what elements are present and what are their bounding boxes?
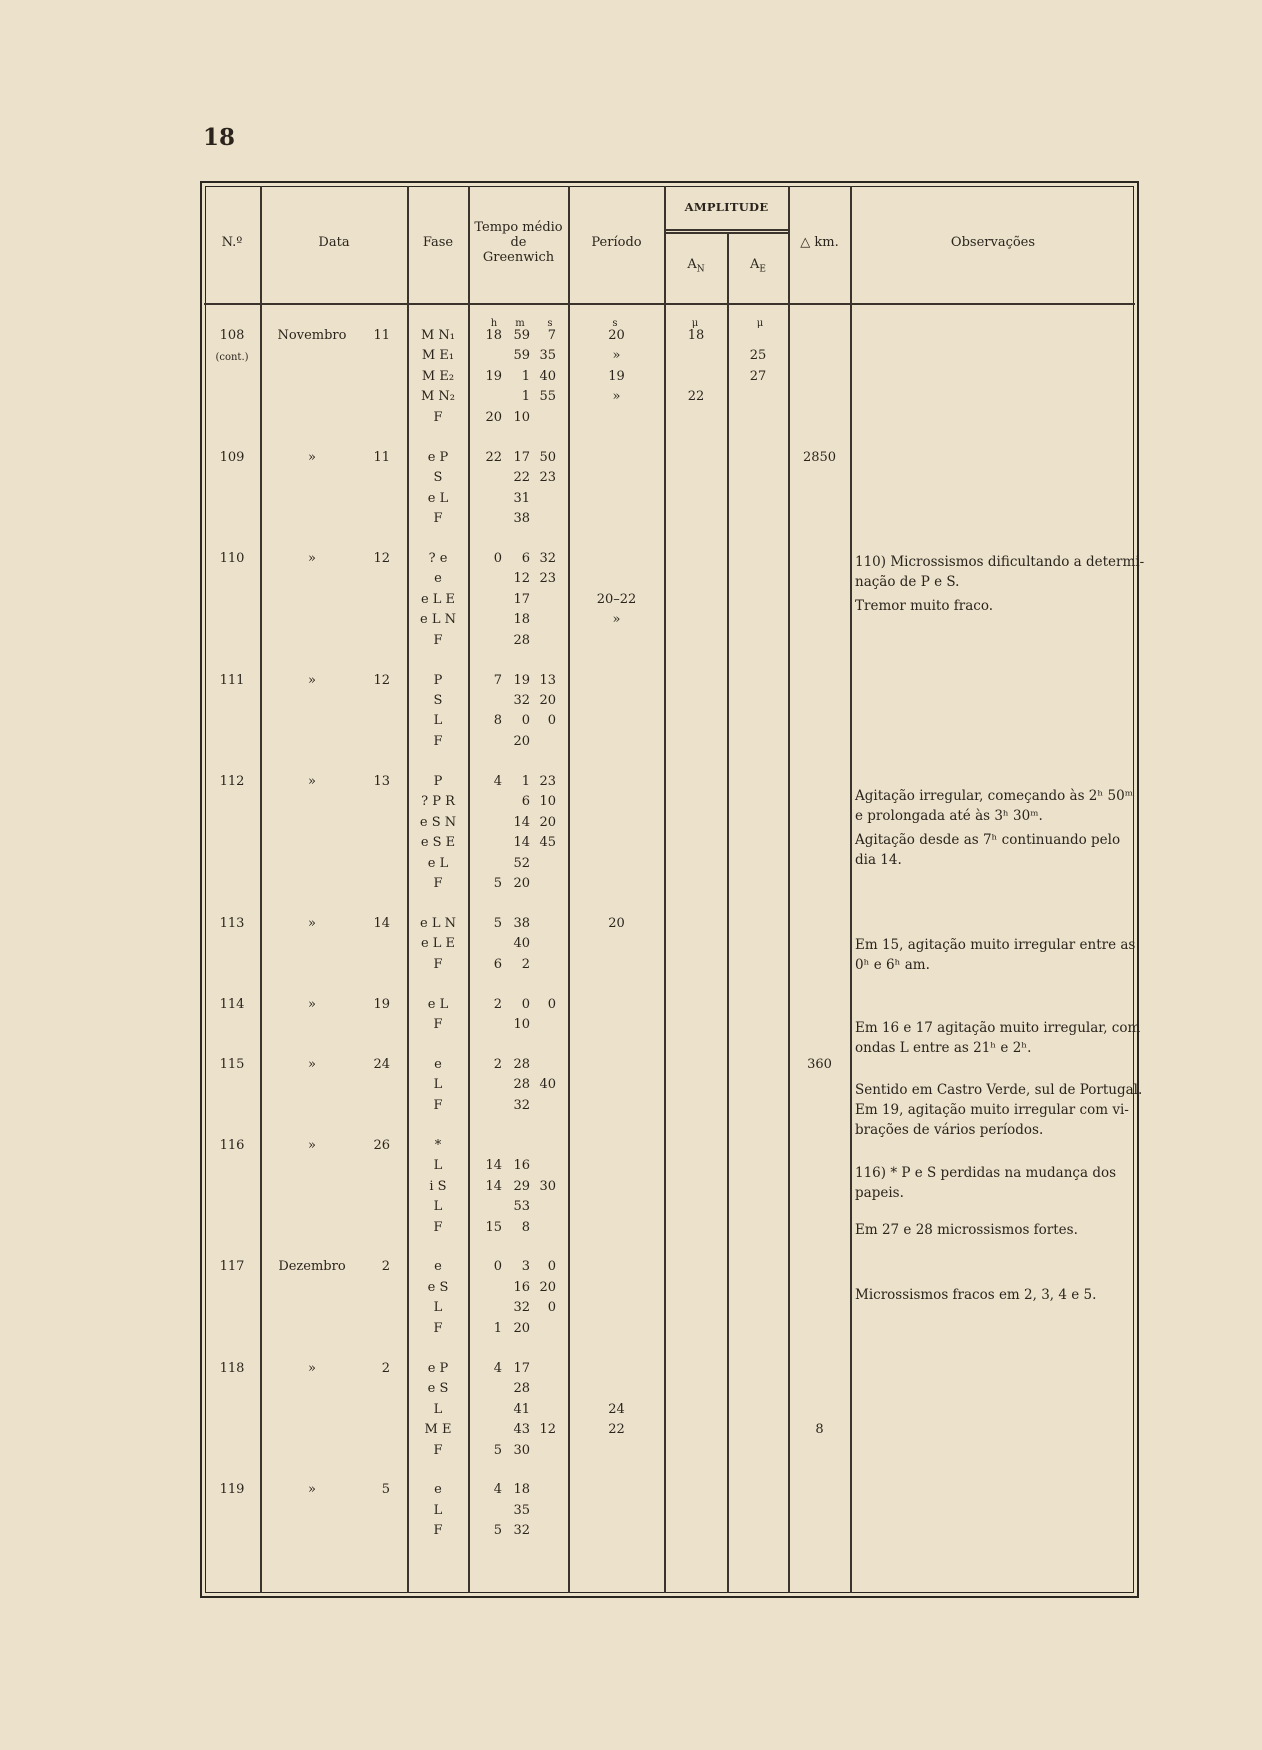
cell-m: 6 <box>521 794 530 810</box>
cell-m: 41 <box>513 1401 530 1417</box>
cell-fase: M E₁ <box>421 348 455 364</box>
cell-s: 12 <box>539 1422 556 1438</box>
cell-s: 32 <box>539 550 556 566</box>
cell-day: 13 <box>373 773 390 789</box>
cell-h: 14 <box>485 1158 502 1174</box>
cell-s: 30 <box>539 1178 556 1194</box>
observation-line: Tremor muito fraco. <box>855 598 994 614</box>
cell-m: 28 <box>513 1077 530 1093</box>
cell-m: 16 <box>513 1158 530 1174</box>
cell-per: » <box>612 348 621 364</box>
cell-fase: F <box>433 876 443 892</box>
unit-periodo: s <box>612 318 618 329</box>
cell-month: » <box>308 449 316 465</box>
cell-s: 45 <box>539 835 556 851</box>
cell-s: 23 <box>539 470 556 486</box>
cell-m: 18 <box>513 1482 530 1498</box>
cell-per: » <box>612 389 621 405</box>
cell-s: 20 <box>539 693 556 709</box>
cell-fase: M E₂ <box>421 368 455 384</box>
header-tempo-line1: Tempo médio <box>474 220 563 235</box>
cell-fase: F <box>433 1017 443 1033</box>
cell-s: 40 <box>539 368 556 384</box>
cell-m: 1 <box>521 773 530 789</box>
observation-line: 0ʰ e 6ʰ am. <box>855 957 930 973</box>
cell-s: 0 <box>547 713 556 729</box>
amplitude-rule <box>665 232 788 234</box>
observation-line: Em 27 e 28 microssismos fortes. <box>855 1222 1078 1238</box>
col-divider <box>788 186 790 1593</box>
header-data: Data <box>318 235 350 250</box>
observation-line: 110) Microssismos dificultando a determi- <box>855 554 1145 570</box>
cell-s: 0 <box>547 1259 556 1275</box>
cell-per: 20 <box>608 328 625 343</box>
cell-month: Novembro <box>277 328 347 343</box>
cell-m: 28 <box>513 632 530 648</box>
cell-s: 0 <box>547 1300 556 1316</box>
cell-m: 14 <box>513 835 530 851</box>
cell-no: 108 <box>219 328 245 343</box>
cell-m: 32 <box>513 1097 530 1113</box>
cell-fase: L <box>433 1401 443 1417</box>
observation-line: nação de P e S. <box>855 574 960 590</box>
cell-per: » <box>612 612 621 628</box>
cell-fase: e L E <box>420 591 456 607</box>
cell-s: 23 <box>539 571 556 587</box>
cell-fase: e L <box>427 855 449 871</box>
unit-ae: μ <box>756 318 764 329</box>
cell-fase: e L N <box>420 915 456 931</box>
cell-h: 6 <box>493 956 502 972</box>
cell-m: 17 <box>513 591 530 607</box>
cell-s: 35 <box>539 348 556 364</box>
cell-m: 0 <box>521 996 530 1012</box>
cell-fase: F <box>433 956 443 972</box>
cell-day: 5 <box>381 1482 390 1498</box>
cell-m: 14 <box>513 814 530 830</box>
observation-line: Agitação irregular, começando às 2ʰ 50ᵐ <box>855 788 1133 804</box>
cell-fase: e S <box>427 1279 449 1295</box>
cell-h: 2 <box>493 1057 502 1073</box>
cell-month: Dezembro <box>278 1259 346 1275</box>
cell-s: 23 <box>539 773 556 789</box>
cell-per: 20 <box>608 915 625 931</box>
cell-m: 0 <box>521 713 530 729</box>
header-tempo <box>469 220 568 265</box>
cell-m: 6 <box>521 550 530 566</box>
cell-h: 7 <box>493 672 502 688</box>
cell-no: 115 <box>219 1057 245 1073</box>
cell-m: 28 <box>513 1057 530 1073</box>
cell-h: 15 <box>485 1219 502 1235</box>
cell-m: 52 <box>513 855 530 871</box>
cell-m: 32 <box>513 1300 530 1316</box>
header-obs: Observações <box>950 235 1036 250</box>
cell-m: 16 <box>513 1279 530 1295</box>
cell-s: 55 <box>539 389 556 405</box>
cell-day: 11 <box>373 449 390 465</box>
cell-no: 112 <box>219 773 245 789</box>
cell-fase: P <box>433 672 443 688</box>
cell-fase: F <box>433 511 443 527</box>
header-an <box>665 257 727 275</box>
cell-fase: L <box>433 1199 443 1215</box>
header-tempo-line2: de <box>510 235 527 250</box>
cell-fase: L <box>433 1300 443 1316</box>
cell-km: 360 <box>807 1057 832 1073</box>
cell-ae: 25 <box>749 348 767 364</box>
cell-day: 2 <box>381 1360 390 1376</box>
cell-m: 29 <box>513 1178 530 1194</box>
cell-fase: M N₂ <box>420 389 456 405</box>
cell-h: 22 <box>485 449 502 465</box>
cell-s: 20 <box>539 1279 556 1295</box>
cell-fase: e L <box>427 996 449 1012</box>
cell-no: 110 <box>219 550 245 566</box>
observation-line: papeis. <box>855 1185 904 1201</box>
cell-m: 19 <box>513 672 530 688</box>
cell-an: 18 <box>687 328 705 343</box>
cell-no: 118 <box>219 1360 245 1376</box>
cell-fase: e L N <box>420 612 456 628</box>
cell-month: » <box>308 1360 316 1376</box>
cell-day: 24 <box>373 1057 390 1073</box>
observation-line: Em 19, agitação muito irregular com vi- <box>855 1102 1129 1118</box>
cell-h: 5 <box>493 1523 502 1539</box>
unit-an: μ <box>691 318 699 329</box>
header-periodo: Período <box>591 235 642 250</box>
cell-no: 109 <box>219 449 245 465</box>
unit-s: s <box>547 318 553 329</box>
cell-h: 4 <box>493 1360 502 1376</box>
unit-m: m <box>515 318 525 329</box>
cell-month: » <box>308 1057 316 1073</box>
cell-m: 43 <box>513 1422 530 1438</box>
observation-line: 116) * P e S perdidas na mudança dos <box>855 1165 1117 1181</box>
cell-fase: e L E <box>420 936 456 952</box>
cell-km: 2850 <box>802 449 837 465</box>
header-an-letter: A <box>687 257 697 272</box>
cell-m: 38 <box>513 915 530 931</box>
cell-m: 53 <box>513 1199 530 1215</box>
cell-fase: e <box>434 1482 442 1498</box>
cell-m: 1 <box>521 389 530 405</box>
cell-m: 20 <box>513 1320 530 1336</box>
cell-h: 4 <box>493 773 502 789</box>
cell-fase: e P <box>427 449 449 465</box>
cell-month: » <box>308 773 316 789</box>
cell-fase: ? P R <box>421 794 455 810</box>
cell-fase: L <box>433 713 443 729</box>
observation-line: Sentido em Castro Verde, sul de Portugal. <box>855 1082 1143 1098</box>
cell-s: 7 <box>547 328 556 343</box>
col-divider <box>260 186 262 1593</box>
cell-no: 114 <box>219 996 245 1012</box>
cell-h: 5 <box>493 915 502 931</box>
cell-day: 19 <box>373 996 390 1012</box>
col-divider <box>727 232 729 1593</box>
cell-day: 2 <box>381 1259 390 1275</box>
cell-day: 12 <box>373 672 390 688</box>
cell-an: 22 <box>687 389 705 405</box>
cell-km: 8 <box>815 1422 824 1438</box>
cell-fase: * <box>434 1137 442 1153</box>
cell-m: 1 <box>521 368 530 384</box>
cell-fase: F <box>433 1523 443 1539</box>
cell-s: 13 <box>539 672 556 688</box>
cell-fase: i S <box>429 1178 447 1194</box>
cell-fase: e P <box>427 1360 449 1376</box>
header-tempo-line3: Greenwich <box>482 250 555 265</box>
observation-line: Em 15, agitação muito irregular entre as <box>855 937 1136 953</box>
cell-fase: F <box>433 1097 443 1113</box>
cell-m: 10 <box>513 1017 530 1033</box>
cell-no: 113 <box>219 915 245 931</box>
col-divider <box>850 186 852 1593</box>
observation-line: brações de vários períodos. <box>855 1122 1044 1138</box>
header-amplitude: AMPLITUDE <box>684 200 769 214</box>
cell-per: 19 <box>608 368 625 384</box>
cell-h: 18 <box>485 328 502 343</box>
cell-day: 26 <box>373 1137 390 1153</box>
cell-s: 0 <box>547 996 556 1012</box>
observation-line: e prolongada até às 3ʰ 30ᵐ. <box>855 808 1043 824</box>
cell-no: (cont.) <box>215 352 249 364</box>
cell-m: 12 <box>513 571 530 587</box>
cell-fase: F <box>433 632 443 648</box>
cell-m: 30 <box>513 1442 530 1458</box>
cell-h: 2 <box>493 996 502 1012</box>
cell-no: 117 <box>219 1259 245 1275</box>
cell-s: 20 <box>539 814 556 830</box>
cell-m: 38 <box>513 511 530 527</box>
cell-fase: L <box>433 1502 443 1518</box>
cell-m: 59 <box>513 328 530 343</box>
cell-m: 32 <box>513 693 530 709</box>
cell-m: 18 <box>513 612 530 628</box>
cell-fase: M E <box>424 1422 452 1438</box>
header-ae <box>728 257 788 275</box>
cell-s: 40 <box>539 1077 556 1093</box>
cell-fase: e <box>434 1259 442 1275</box>
cell-fase: e <box>434 571 442 587</box>
cell-per: 22 <box>608 1422 625 1438</box>
cell-fase: P <box>433 773 443 789</box>
cell-m: 20 <box>513 876 530 892</box>
cell-fase: S <box>433 470 443 486</box>
col-divider <box>468 186 470 1593</box>
cell-h: 5 <box>493 876 502 892</box>
cell-h: 8 <box>493 713 502 729</box>
cell-no: 111 <box>219 672 245 688</box>
cell-s: 10 <box>539 794 556 810</box>
cell-day: 12 <box>373 550 390 566</box>
cell-m: 17 <box>513 1360 530 1376</box>
cell-month: » <box>308 1137 316 1153</box>
cell-h: 4 <box>493 1482 502 1498</box>
cell-m: 32 <box>513 1523 530 1539</box>
cell-m: 31 <box>513 490 530 506</box>
cell-no: 116 <box>219 1137 245 1153</box>
page-number: 18 <box>203 124 236 151</box>
cell-day: 11 <box>373 328 390 343</box>
cell-h: 19 <box>485 368 502 384</box>
cell-fase: e S N <box>419 814 457 830</box>
cell-fase: M N₁ <box>420 328 456 343</box>
cell-fase: F <box>433 1219 443 1235</box>
cell-h: 1 <box>493 1320 502 1336</box>
cell-fase: e S <box>427 1381 449 1397</box>
cell-m: 17 <box>513 449 530 465</box>
cell-month: » <box>308 996 316 1012</box>
cell-month: » <box>308 550 316 566</box>
cell-fase: L <box>433 1158 443 1174</box>
header-fase: Fase <box>422 235 454 250</box>
cell-m: 20 <box>513 733 530 749</box>
header-an-sub: N <box>696 264 705 275</box>
cell-fase: e S E <box>420 835 456 851</box>
header-no: N.º <box>221 235 243 250</box>
cell-h: 20 <box>485 409 502 425</box>
observation-line: Microssismos fracos em 2, 3, 4 e 5. <box>855 1287 1097 1303</box>
observation-line: ondas L entre as 21ʰ e 2ʰ. <box>855 1040 1032 1056</box>
cell-no: 119 <box>219 1482 245 1498</box>
cell-fase: S <box>433 693 443 709</box>
cell-month: » <box>308 915 316 931</box>
observation-line: Agitação desde as 7ʰ continuando pelo <box>855 832 1121 848</box>
cell-m: 22 <box>513 470 530 486</box>
cell-m: 35 <box>513 1502 530 1518</box>
cell-h: 0 <box>493 1259 502 1275</box>
cell-fase: F <box>433 1442 443 1458</box>
cell-fase: e <box>434 1057 442 1073</box>
cell-day: 14 <box>373 915 390 931</box>
header-ae-letter: A <box>750 257 760 272</box>
cell-fase: F <box>433 1320 443 1336</box>
cell-m: 8 <box>521 1219 530 1235</box>
cell-m: 2 <box>521 956 530 972</box>
cell-month: » <box>308 672 316 688</box>
cell-m: 3 <box>521 1259 530 1275</box>
cell-m: 59 <box>513 348 530 364</box>
cell-month: » <box>308 1482 316 1498</box>
observation-line: dia 14. <box>855 852 902 868</box>
header-km: △ km. <box>800 235 839 250</box>
observation-line: Em 16 e 17 agitação muito irregular, com <box>855 1020 1141 1036</box>
cell-m: 40 <box>513 936 530 952</box>
cell-m: 10 <box>513 409 530 425</box>
cell-fase: L <box>433 1077 443 1093</box>
cell-m: 28 <box>513 1381 530 1397</box>
cell-fase: F <box>433 409 443 425</box>
header-ae-sub: E <box>759 264 766 275</box>
cell-s: 50 <box>539 449 556 465</box>
cell-h: 14 <box>485 1178 502 1194</box>
cell-per: 20–22 <box>596 591 637 607</box>
header-rule <box>204 303 1135 305</box>
cell-per: 24 <box>608 1401 625 1417</box>
cell-h: 5 <box>493 1442 502 1458</box>
cell-fase: F <box>433 733 443 749</box>
cell-ae: 27 <box>749 368 767 384</box>
unit-h: h <box>490 318 498 329</box>
cell-fase: e L <box>427 490 449 506</box>
amplitude-rule <box>665 229 788 231</box>
cell-h: 0 <box>493 550 502 566</box>
cell-fase: ? e <box>428 550 448 566</box>
